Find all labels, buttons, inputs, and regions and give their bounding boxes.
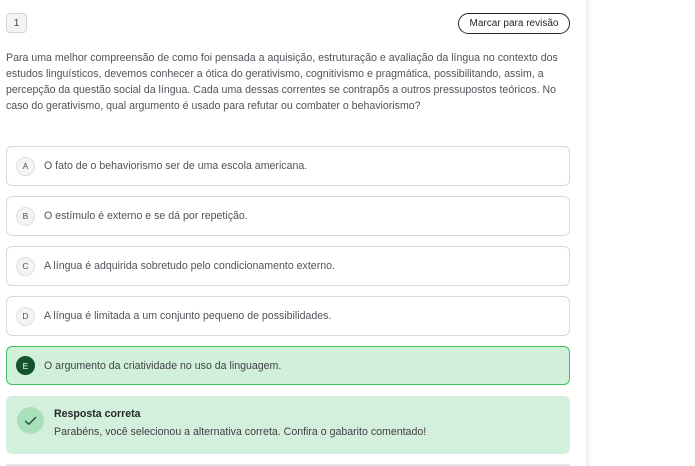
option-label: O argumento da criatividade no uso da linguagem. <box>44 359 282 372</box>
check-icon <box>17 407 44 434</box>
option-d[interactable] <box>6 296 570 336</box>
option-letter-badge: B <box>16 207 35 226</box>
option-label: O fato de o behaviorismo ser de uma escola americana. <box>44 160 308 172</box>
option-letter-badge: C <box>16 257 35 276</box>
option-label: A língua é limitada a um conjunto pequeno de possibilidades. <box>44 310 332 322</box>
option-letter-badge: A <box>16 157 35 176</box>
right-side-panel-edge <box>586 0 695 466</box>
feedback-correct-panel <box>6 396 570 454</box>
option-b[interactable] <box>6 196 570 236</box>
option-letter-badge: D <box>16 307 35 326</box>
option-label: O estímulo é externo e se dá por repetição. <box>44 210 248 222</box>
feedback-title: Resposta correta <box>54 408 141 420</box>
option-e[interactable] <box>6 346 570 385</box>
option-label: A língua é adquirida sobretudo pelo condicionamento externo. <box>44 260 335 272</box>
mark-for-review-button[interactable]: Marcar para revisão <box>458 13 570 34</box>
option-c[interactable] <box>6 246 570 286</box>
option-a[interactable] <box>6 146 570 186</box>
feedback-message: Parabéns, você selecionou a alternativa correta. Confira o gabarito comentado! <box>54 426 427 438</box>
option-letter-badge: E <box>16 356 35 375</box>
question-text: Para uma melhor compreensão de como foi pensada a aquisição, estruturação e avaliação da língua no contexto dos estudos linguísticos, devemos conhecer a ótica do gerativismo, cognitivismo e pragmática, possibilitando, assim, a percepção da questão social da língua. Cada uma dessas correntes se contrapõs a outros pressupostos teóricos. No caso do gerativismo, qual argumento é usado para refutar ou combater o behaviorismo? <box>6 52 558 112</box>
question-number-badge: 1 <box>6 13 27 33</box>
